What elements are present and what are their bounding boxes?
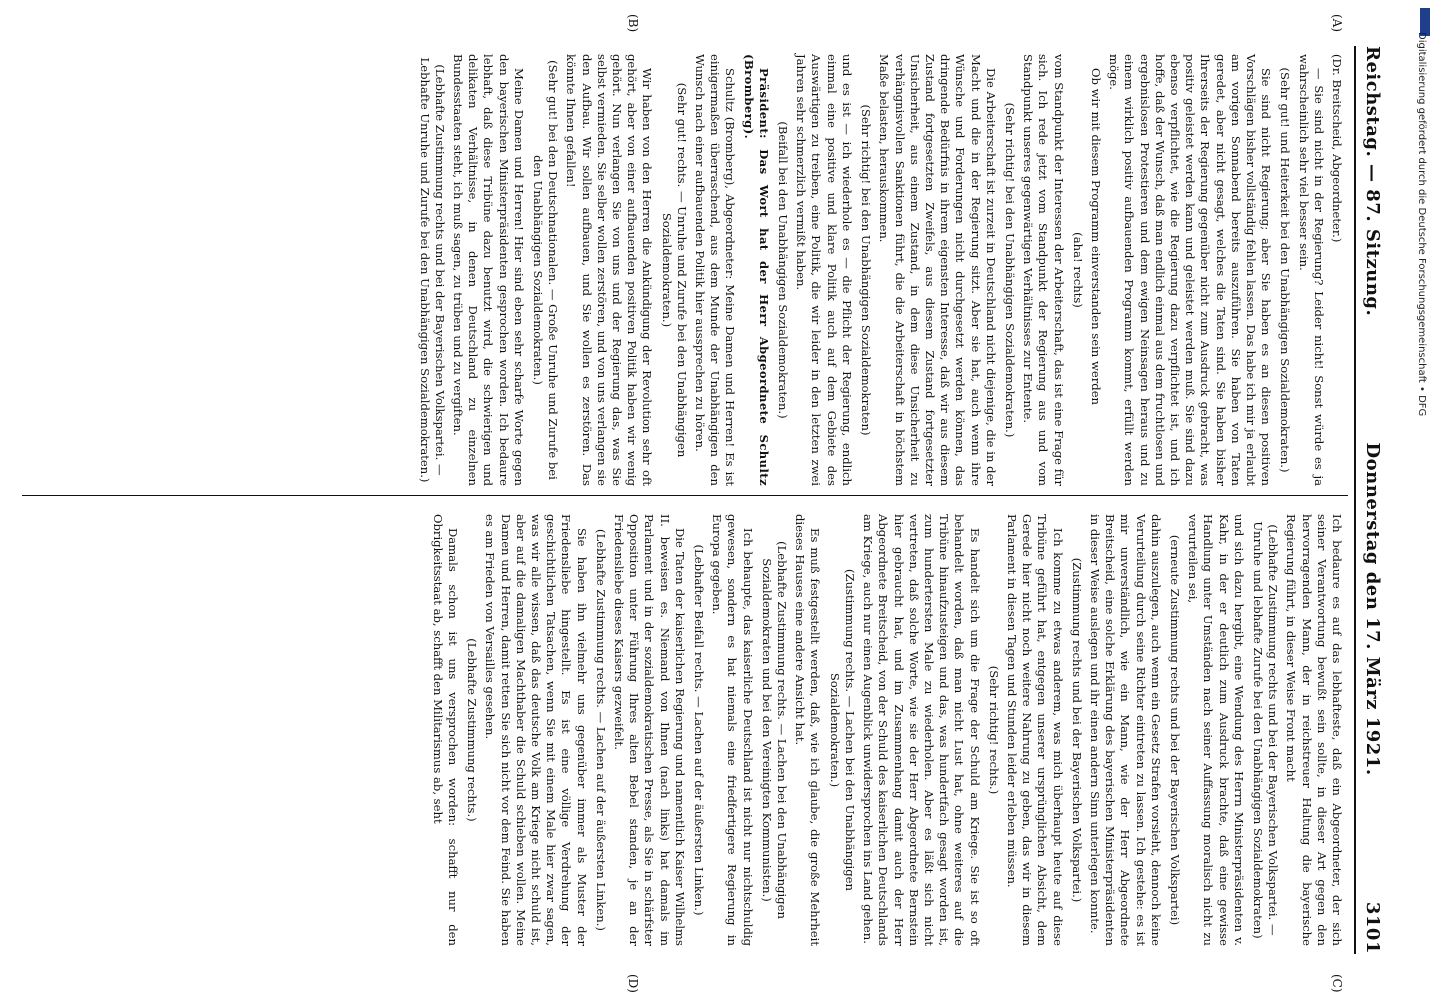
interjection: (Lebhafte Zustimmung rechts.) <box>465 638 480 822</box>
margin-mark-b: (B) <box>626 14 640 33</box>
interjection: (Sehr richtig! bei den Unabhängigen Sozialdemokraten) <box>859 104 874 436</box>
margin-mark-c: (C) <box>1330 974 1344 993</box>
interjection: (Sehr richtig! rechts.) <box>986 665 1001 795</box>
paragraph: dahin auszulegen, auch wenn ein Gesetz Strafen vorsieht, dennoch keine Verurteilung durch seine Richter eintreten zu lassen. Ich gestehe: es ist mir unverständlich, wie ein Mann, wie der Herr Abgeordnete Breitscheid, eine solche Erklärung des bayerischen Ministerpräsidenten in dieser Weise auslegen und ihr einen andern Sinn unterlegen konnte. <box>1087 514 1163 946</box>
paragraph: vom Standpunkt der Interessen der Arbeiterschaft, das ist eine Frage für sich. Ich rede jetzt vom Standpunkt der Regierung aus und vom Standpunkt unseres gegenwärtigen Verhältnisses zur Entente. <box>1021 54 1066 486</box>
interjection: (erneute Zustimmung rechts und bei der Bayerischen Volkspartei) <box>1167 534 1182 926</box>
interjection: (aha! rechts) <box>1070 232 1085 308</box>
paragraph: Ich bedaure es auf das lebhafteste, daß ein Abgeordneter, der sich seiner Verantwortung bewußt sein sollte, in dieser Art gegen den hervorragenden Mann, der in reichstreuer Haltung die bayerische Regierung führt, in dieser Weise Front macht <box>1284 514 1344 946</box>
scanned-page <box>10 14 1400 993</box>
paragraph: Die Arbeiterschaft ist zurzeit in Deutschland nicht diejenige, die in der Macht und die in der Regierung sitzt. Aber sie hat, auch wenn ihre Wünsche und Forderungen nicht durchgesetzt werden können, das dringende Bedürfnis in ihrem eigensten Interesse, daß wir aus diesem Zustand fortgesetzten Zweifels, aus diesem Zustand fortgesetzter Unsicherheit, aus einem Zustand, in dem diese Unsicherheit zu verhängnisvollen Sanktionen führt, die die Arbeiterschaft in höchstem Maße belasten, herauskommen. <box>877 54 998 486</box>
page-number: 3101 <box>1362 901 1384 954</box>
left-column <box>412 54 1344 486</box>
paragraph: und sich dazu hergibt, eine Wendung des Herrn Ministerpräsidenten v. Kahr, in der er deutlich zum Ausdruck brachte, daß eine gewisse Handlung unter Umständen nach seiner Auffassung moralisch nicht zu verurteilen sei, <box>1186 514 1246 946</box>
margin-mark-a: (A) <box>1330 14 1344 33</box>
paragraph: Sie haben ihn vielmehr uns gegenüber immer als Muster der Friedensliebe hingestellt. Es ist eine völlige Verdrehung der geschichtlichen Tatsachen, wenn Sie mit einem Male hier zwar sagen, was wir alle wissen, daß das deutsche Volk am Kriege nicht schuld ist, aber auf die damaligen Machthaber die Schuld schieben wollen. Meine Damen und Herren, damit retten Sie sich nicht vor dem Feind. Sie haben es am Frieden von Versailles gesehen. <box>483 514 589 946</box>
paragraph: Damals schon ist uns versprochen worden: schafft nur den Obrigkeitsstaat ab, schafft den Militarismus ab, seht <box>430 514 461 946</box>
interjection: (Sehr gut! bei den Deutschnationalen. — Große Unruhe und Zurufe bei den Unabhängigen Sozialdemokraten.) <box>531 60 561 480</box>
paragraph: Es handelt sich um die Frage der Schuld am Kriege. Sie ist so oft behandelt worden, daß man nicht Lust hat, ohne weiteres auf die Tribüne hinaufzusteigen und das, was hundertfach gesagt worden ist, zum hundertersten Male zu wiederholen. Aber es läßt sich nicht vertreten, daß solche Worte, wie sie der Herr Abgeordnete Bernstein hier gebraucht hat, und im Zusammenhang damit auch der Herr Abgeordnete Breitscheid, von der Schuld des kaiserlichen Deutschlands am Kriege, auch nur einen Augenblick unwidersprochen ins Land gehen. <box>861 514 982 946</box>
header-center: Donnerstag den 17. März 1921. <box>1362 442 1384 776</box>
page-header <box>1360 46 1386 954</box>
interjection: (Lebhafter Beifall rechts. — Lachen auf der äußersten Linken.) <box>692 544 707 916</box>
digitization-note <box>1415 20 1429 980</box>
interjection: (Zustimmung rechts und bei der Bayerischen Volkspartei.) <box>1069 557 1084 903</box>
paragraph: Sie sind nicht Regierung; aber Sie haben es an diesen positiven Vorschlägen bisher vollständig fehlen lassen. Das habe ich mir ja erlaubt am vorigen Sonnabend bereits auszuführen. Sie haben von Taten geredet, aber nicht gesagt, welches die Taten sind. Sie haben bisher Ihrerseits der Regierung gegenüber nicht zum Ausdruck gebracht, was positiv geleistet werden kann und geleistet werden muß. Sie sind dazu ebenso verpflichtet, wie die Regierung dazu verpflichtet ist, und ich hoffe, daß der Wunsch, daß man endlich einmal aus dem fruchtlosen und ergebnislosen Protestieren und dem ewigen Neinsagen heraus und zu einem wirklich positiv aufbauenden Programm kommt, erfüllt werden möge. <box>1107 54 1274 486</box>
header-rule <box>1354 46 1356 954</box>
interjection: (Lebhafte Zustimmung rechts. — Lachen bei den Unabhängigen Sozialdemokraten und bei den Vereinigten Kommunisten.) <box>759 541 790 919</box>
paragraph: Es muß festgestellt werden, daß, wie ich glaube, die große Mehrheit dieses Hauses eine andere Ansicht hat. <box>793 514 823 946</box>
paragraph: Ich behaupte, das kaiserliche Deutschland ist nicht nur nichtschuldig gewesen, sondern es hat niemals eine friedfertigere Regierung in Europa gegeben. <box>710 514 755 946</box>
paragraph: Meine Damen und Herren! Hier sind eben sehr scharfe Worte gegen den bayerischen Ministerpräsidenten gesprochen worden. Ich bedaure lebhaft, daß diese Tribüne dazu benutzt wird, die schwierigen und delikaten Verhältnisse, in denen Deutschland zu einzelnen Bundesstaaten steht, ich muß sagen, zu trüben und zu vergiften. <box>451 54 526 486</box>
interjection: (Lebhafte Zustimmung rechts und bei der Bayerischen Volkspartei. — Lebhafte Unruhe und Zurufe bei den Unabhängigen Sozialdemokraten.) <box>417 57 447 483</box>
right-column <box>427 514 1344 946</box>
interjection: (Sehr richtig! bei den Unabhängigen Sozialdemokraten.) <box>1002 102 1017 438</box>
paragraph: Die Taten der kaiserlichen Regierung und namentlich Kaiser Wilhelms II. beweisen es. Niemand von Ihnen (nach links) hat damals im Parlament und in der sozialdemokratischen Presse, als Sie in schärfster Opposition unter Führung Ihres alten Bebel standen, je an der Friedensliebe dieses Kaisers gezweifelt. <box>612 514 687 946</box>
paragraph: Ich komme zu etwas anderem, was mich überhaupt heute auf diese Tribüne geführt hat, entgegen unserer ursprünglichen Absicht, dem Gerede hier nicht noch weitere Nahrung zu geben, das wir in diesem Parlament in diesen Tagen und Stunden leider erleben müssen. <box>1004 514 1065 946</box>
paragraph: — Sie sind nicht in der Regierung? Leider nicht! Sonst würde es ja wahrscheinlich sehr viel besser sein. <box>1296 54 1326 486</box>
paragraph: Ob wir mit diesem Programm einverstanden sein werden <box>1088 68 1103 406</box>
interjection: (Lebhafte Zustimmung rechts. — Lachen auf der äußersten Linken.) <box>593 529 608 931</box>
interjection: (Sehr gut! rechts. — Unruhe und Zurufe bei den Unabhängigen Sozialdemokraten.) <box>659 82 689 458</box>
digitization-text: Digitalisierung gefördert durch die Deutsche Forschungsgemeinschaft • DFG <box>1416 32 1427 417</box>
interjection: (Lebhafte Zustimmung rechts und bei der Bayerischen Volkspartei. — Unruhe und lebhafte Zurufe bei den Unabhängigen Sozialdemokraten) <box>1250 521 1281 939</box>
interjection: (Zustimmung rechts. — Lachen bei den Unabhängigen Sozialdemokraten.) <box>827 568 857 891</box>
speaker-paragraph: Präsident: Das Wort hat der Herr Abgeordnete Schultz (Bromberg). <box>741 54 771 486</box>
paragraph: und es ist — ich wiederhole es — die Pflicht der Regierung, endlich einmal eine positive und klare Politik auch auf dem Gebiete des Auswärtigen zu treiben, eine Politik, die wir leider in den letzten zwei Jahren sehr schmerzlich vermißt haben. <box>794 54 854 486</box>
interjection: (Beifall bei den Unabhängigen Sozialdemokraten.) <box>776 121 791 419</box>
header-left: Reichstag. — 87. Sitzung. <box>1362 46 1384 317</box>
column-divider <box>22 495 1348 496</box>
speaker-paragraph: Schultz (Bromberg), Abgeordneter: Meine Damen und Herren! Es ist einigermaßen überraschend, aus dem Munde der Unabhängigen den Wunsch nach einer aufbauenden Politik hier aussprechen zu hören. <box>693 54 738 486</box>
margin-mark-d: (D) <box>626 974 640 993</box>
paragraph: Wir haben von den Herren die Ankündigung der Revolution sehr oft gehört, aber von einer aufbauenden positiven Politik haben wir wenig gehört. Nun verlangen Sie von uns und der Regierung das, was Sie selbst vermieden. Sie selber wollen zerstören, und von uns verlangen sie den Aufbau. Wir sollen aufbauen, und Sie wollen es zerstören. Das könnte Ihnen gefallen! <box>564 54 655 486</box>
interjection: (Sehr gut! und Heiterkeit bei den Unabhängigen Sozialdemokraten.) <box>1278 67 1293 473</box>
paragraph: (Dr. Breitscheid, Abgeordneter.) <box>1330 54 1344 243</box>
